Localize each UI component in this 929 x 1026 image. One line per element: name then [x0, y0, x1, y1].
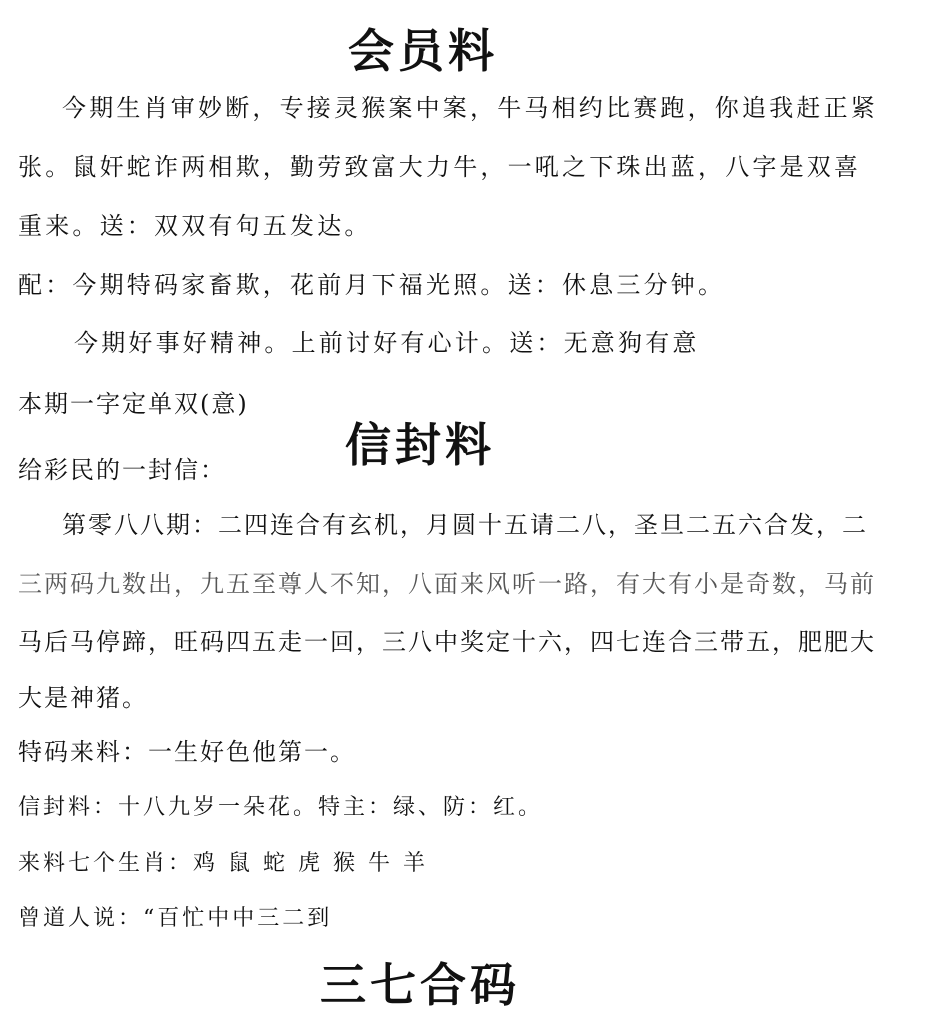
bottom-section-title: 三七合码	[320, 958, 520, 1012]
letter-text-line-3: 马后马停蹄，旺码四五走一回，三八中奖定十六，四七连合三带五，肥肥大	[18, 628, 876, 656]
envelope-note-line: 信封料：十八九岁一朵花。特主：绿、防：红。	[18, 795, 544, 820]
member-text-line-1: 今期生肖审妙断，专接灵猴案中案，牛马相约比赛跑，你追我赶正紧	[62, 94, 878, 122]
member-text-line-2: 张。鼠奸蛇诈两相欺，勤劳致富大力牛，一吼之下珠出蓝，八字是双喜	[18, 153, 862, 181]
member-text-line-3: 重来。送：双双有句五发达。	[18, 212, 372, 240]
envelope-section-title: 信封料	[345, 418, 495, 472]
odd-even-line: 本期一字定单双(意)	[18, 390, 249, 418]
zodiac-list-line: 来料七个生肖：鸡 鼠 蛇 虎 猴 牛 羊	[18, 851, 428, 876]
member-section-title: 会员料	[348, 24, 498, 78]
letter-intro: 给彩民的一封信：	[18, 456, 226, 484]
special-code-line: 特码来料：一生好色他第一。	[18, 738, 356, 766]
member-text-line-5: 今期好事好精神。上前讨好有心计。送：无意狗有意	[74, 329, 700, 357]
quote-line: 曾道人说：“百忙中中三二到	[18, 906, 333, 931]
letter-text-line-4: 大是神猪。	[18, 684, 148, 712]
letter-text-line-1: 第零八八期：二四连合有玄机，月圆十五请二八，圣旦二五六合发，二	[62, 511, 868, 539]
member-pairing-line: 配：今期特码家畜欺，花前月下福光照。送：休息三分钟。	[18, 271, 726, 299]
letter-text-line-2: 三两码九数出，九五至尊人不知，八面来风听一路，有大有小是奇数，马前	[18, 570, 876, 598]
